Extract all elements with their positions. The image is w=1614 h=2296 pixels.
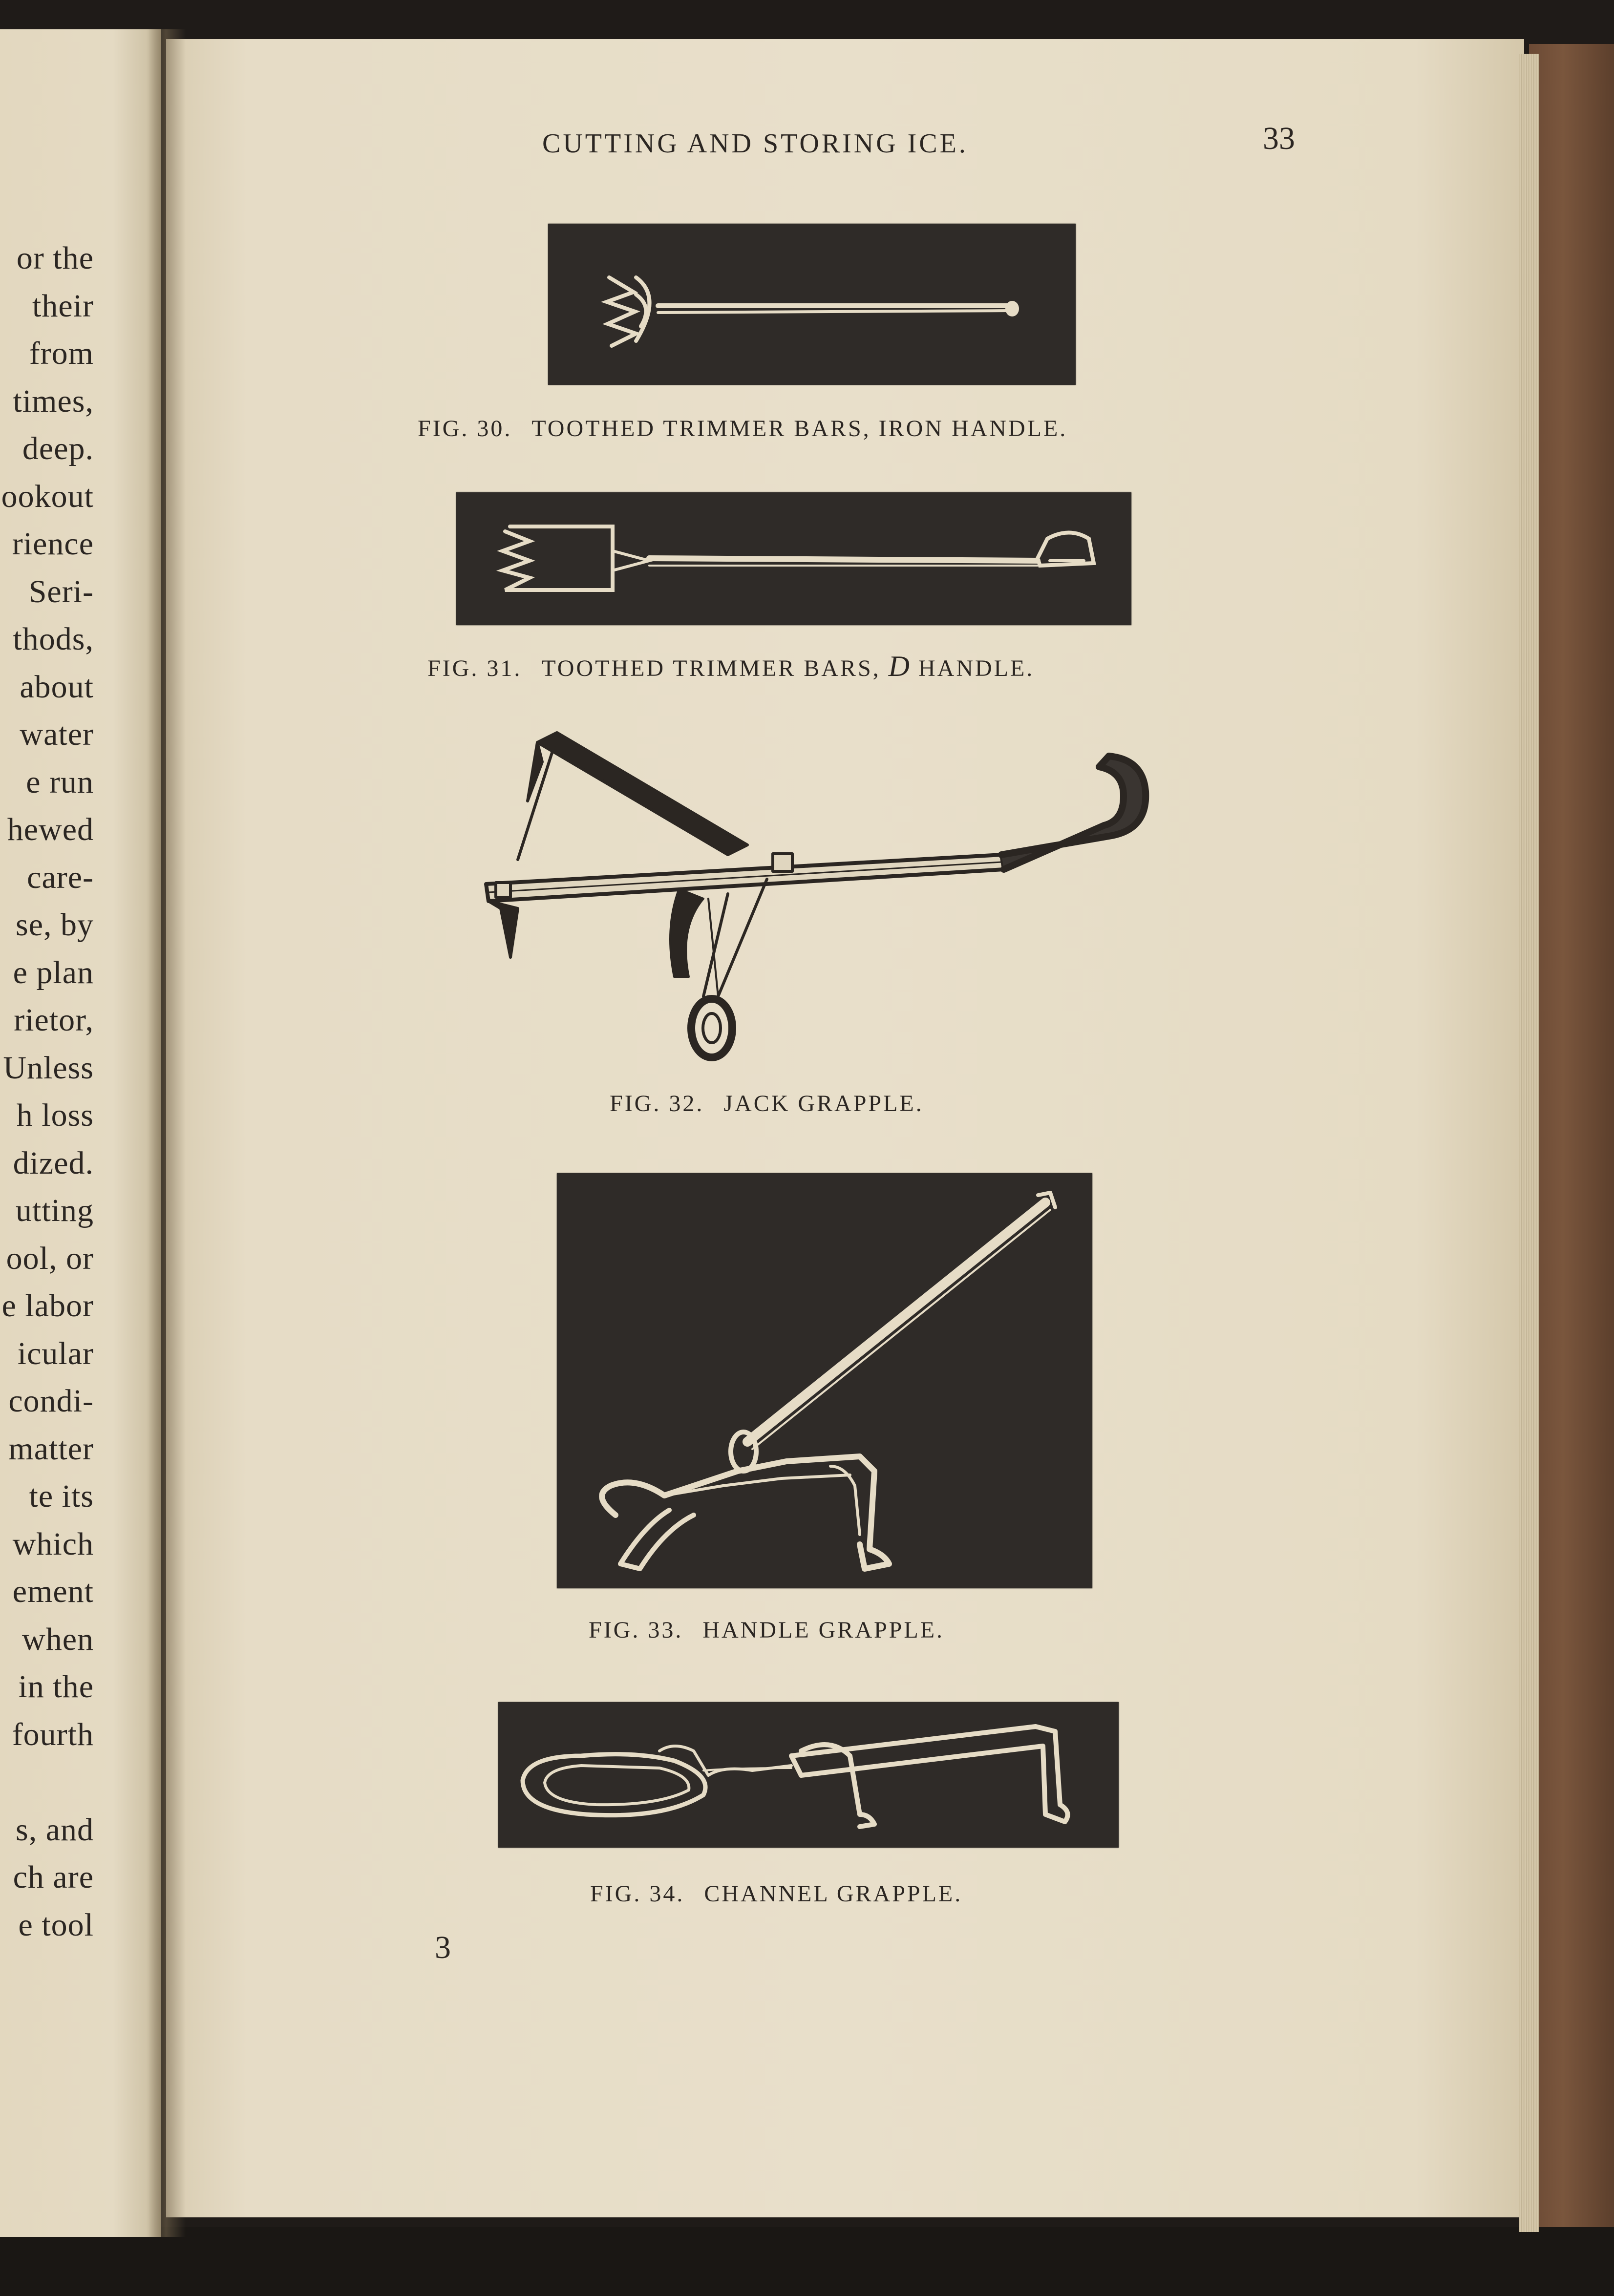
- fig-31-number: FIG. 31.: [427, 655, 522, 681]
- left-page-line: e tool: [18, 1907, 94, 1943]
- fig-33-text: HANDLE GRAPPLE.: [702, 1617, 945, 1643]
- fig-31-caption: [427, 650, 1034, 683]
- left-page-line: Seri-: [28, 573, 94, 610]
- left-page-line: s, and: [16, 1812, 94, 1848]
- left-page-line: e plan: [13, 954, 94, 990]
- toothed-trimmer-d-handle-illustration: [456, 492, 1131, 625]
- fig-30-text: TOOTHED TRIMMER BARS, IRON HANDLE.: [531, 416, 1068, 442]
- page-block-edges: [1519, 54, 1539, 2232]
- fig-31-text-post: HANDLE.: [918, 655, 1035, 681]
- left-page-line: fourth: [12, 1716, 94, 1752]
- left-page-line: ch are: [13, 1859, 94, 1895]
- fig-33-caption: [589, 1617, 944, 1643]
- book-cover-edge: [1529, 44, 1614, 2252]
- running-head: CUTTING AND STORING ICE.: [542, 128, 968, 159]
- handle-grapple-illustration: [557, 1173, 1092, 1588]
- book-gutter: [147, 29, 186, 2237]
- jack-grapple-illustration: [474, 723, 1168, 1074]
- left-page-line: h loss: [16, 1097, 94, 1133]
- left-page-line: in the: [18, 1669, 94, 1705]
- left-page-line: hewed: [7, 812, 94, 847]
- left-page-line: or the: [16, 240, 94, 276]
- left-page-line: deep.: [22, 431, 94, 466]
- left-page-line: rience: [12, 526, 94, 562]
- fig-32-text: JACK GRAPPLE.: [723, 1091, 924, 1116]
- fig-31-text-pre: TOOTHED TRIMMER BARS,: [541, 655, 881, 681]
- left-page-line: e run: [26, 764, 94, 800]
- left-page-line: utting: [15, 1193, 94, 1228]
- fig-30-caption: [418, 415, 1067, 442]
- fig-32-number: FIG. 32.: [610, 1091, 704, 1116]
- left-page-line: matter: [8, 1431, 94, 1467]
- fig-30-plate: [548, 224, 1076, 385]
- left-page-line: about: [20, 669, 94, 705]
- fig-31-plate: [456, 492, 1131, 625]
- fig-31-text-italic: D: [888, 650, 911, 682]
- left-page-line: icular: [17, 1335, 94, 1371]
- left-page-line: water: [20, 716, 94, 752]
- toothed-trimmer-iron-handle-illustration: [548, 224, 1076, 385]
- left-page-line: ool, or: [6, 1240, 94, 1276]
- left-page-line: [0, 1758, 94, 1806]
- fig-33-number: FIG. 33.: [589, 1617, 683, 1643]
- fig-33-plate: [557, 1173, 1092, 1588]
- fig-30-number: FIG. 30.: [418, 416, 512, 442]
- signature-mark: 3: [435, 1930, 451, 1965]
- left-page-line: thods,: [13, 621, 94, 657]
- left-page-line: condi-: [8, 1383, 94, 1419]
- left-page-text: [0, 234, 94, 1944]
- left-page-line: which: [12, 1526, 94, 1562]
- left-page-line: times,: [13, 383, 94, 419]
- left-page-line: se, by: [16, 907, 94, 943]
- left-page-line: when: [22, 1621, 94, 1657]
- channel-grapple-illustration: [498, 1702, 1119, 1848]
- fig-32-caption: [610, 1090, 924, 1117]
- background-surface: [0, 2227, 1614, 2296]
- left-page-line: dized.: [13, 1145, 94, 1181]
- left-page-line: ement: [12, 1574, 94, 1609]
- page-number: 33: [1263, 121, 1295, 156]
- fig-34-text: CHANNEL GRAPPLE.: [704, 1881, 963, 1907]
- fig-34-caption: [590, 1880, 962, 1907]
- fig-34-plate: [498, 1702, 1119, 1848]
- left-page-line: ookout: [1, 478, 94, 514]
- left-page-line: te its: [29, 1478, 94, 1514]
- left-page-line: rietor,: [14, 1002, 94, 1038]
- left-page-line: care-: [27, 859, 94, 895]
- fig-34-number: FIG. 34.: [590, 1881, 685, 1907]
- left-page-line: their: [32, 288, 94, 324]
- left-page-line: Unless: [3, 1050, 94, 1086]
- left-page-line: from: [29, 336, 94, 371]
- left-page-line: e labor: [1, 1288, 94, 1324]
